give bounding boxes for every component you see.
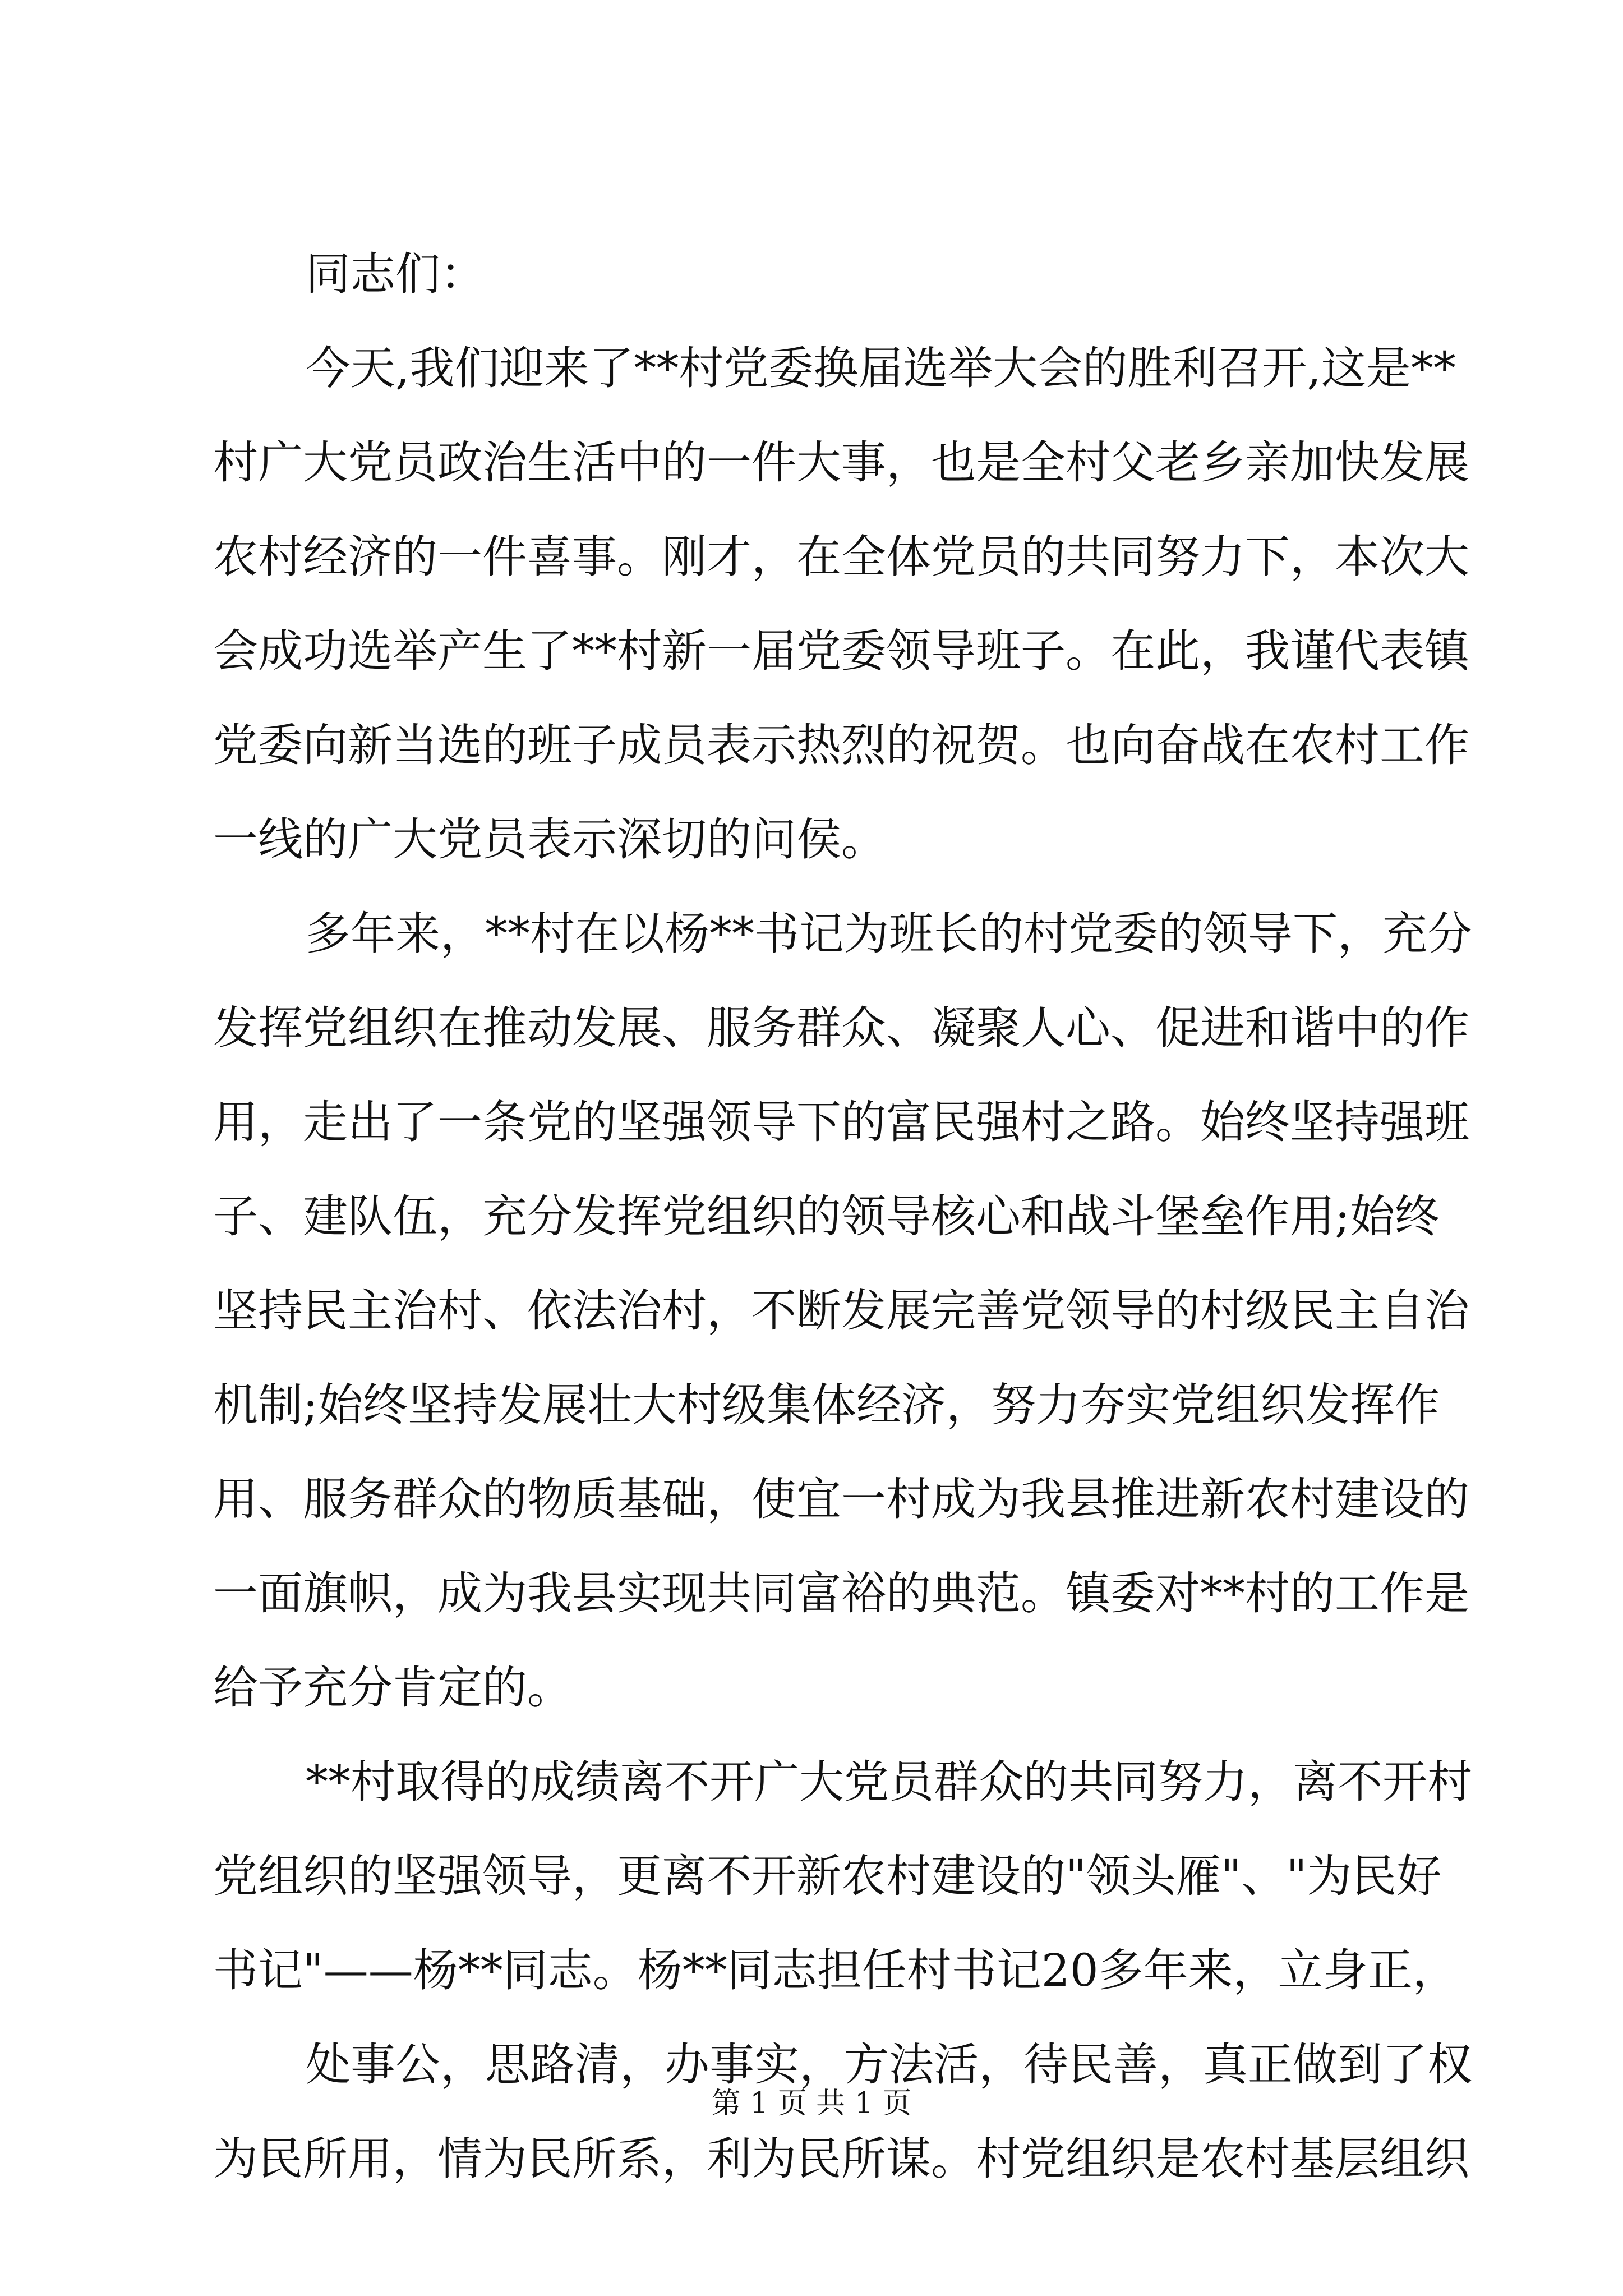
paragraph-3-line-3: 书记"——杨**同志。杨**同志担任村书记20多年来，立身正， xyxy=(213,1944,1458,1996)
paragraph-2-line-5: 坚持民主治村、依法治村，不断发展完善党领导的村级民主自治 xyxy=(213,1285,1469,1337)
paragraph-2-line-2: 发挥党组织在推动发展、服务群众、凝聚人心、促进和谐中的作 xyxy=(213,1002,1469,1054)
paragraph-2-line-9: 给予充分肯定的。 xyxy=(213,1662,572,1714)
paragraph-4-line-1: 处事公，思路清，办事实，方法活，待民善，真正做到了权 xyxy=(306,2039,1472,2091)
page-number-footer: 第 1 页 共 1 页 xyxy=(711,2087,912,2120)
paragraph-3-line-1: **村取得的成绩离不开广大党员群众的共同努力，离不开村 xyxy=(306,1756,1472,1808)
paragraph-2-line-7: 用、服务群众的物质基础，使宜一村成为我县推进新农村建设的 xyxy=(213,1473,1469,1525)
document-body xyxy=(213,227,1472,2206)
paragraph-2-line-8: 一面旗帜，成为我县实现共同富裕的典范。镇委对**村的工作是 xyxy=(213,1567,1469,1619)
salutation-line: 同志们： xyxy=(306,248,485,300)
paragraph-2-line-3: 用，走出了一条党的坚强领导下的富民强村之路。始终坚持强班 xyxy=(213,1096,1469,1148)
paragraph-2-line-4: 子、建队伍，充分发挥党组织的领导核心和战斗堡垒作用;始终 xyxy=(213,1190,1440,1243)
paragraph-1-line-3: 农村经济的一件喜事。刚才，在全体党员的共同努力下，本次大 xyxy=(213,531,1469,583)
paragraph-2-line-1: 多年来，**村在以杨**书记为班长的村党委的领导下，充分 xyxy=(306,908,1472,960)
paragraph-1-line-6: 一线的广大党员表示深切的问侯。 xyxy=(213,813,886,866)
paragraph-1-line-5: 党委向新当选的班子成员表示热烈的祝贺。也向奋战在农村工作 xyxy=(213,719,1469,771)
paragraph-3-line-2: 党组织的坚强领导，更离不开新农村建设的"领头雁"、"为民好 xyxy=(213,1850,1442,1902)
paragraph-1-line-1: 今天,我们迎来了**村党委换届选举大会的胜利召开,这是** xyxy=(306,342,1456,394)
paragraph-1-line-2: 村广大党员政治生活中的一件大事，也是全村父老乡亲加快发展 xyxy=(213,436,1469,489)
paragraph-1-line-4: 会成功选举产生了**村新一届党委领导班子。在此，我谨代表镇 xyxy=(213,625,1469,677)
paragraph-4-line-2: 为民所用，情为民所系，利为民所谋。村党组织是农村基层组织 xyxy=(213,2133,1469,2185)
paragraph-2-line-6: 机制;始终坚持发展壮大村级集体经济，努力夯实党组织发挥作 xyxy=(213,1379,1440,1431)
